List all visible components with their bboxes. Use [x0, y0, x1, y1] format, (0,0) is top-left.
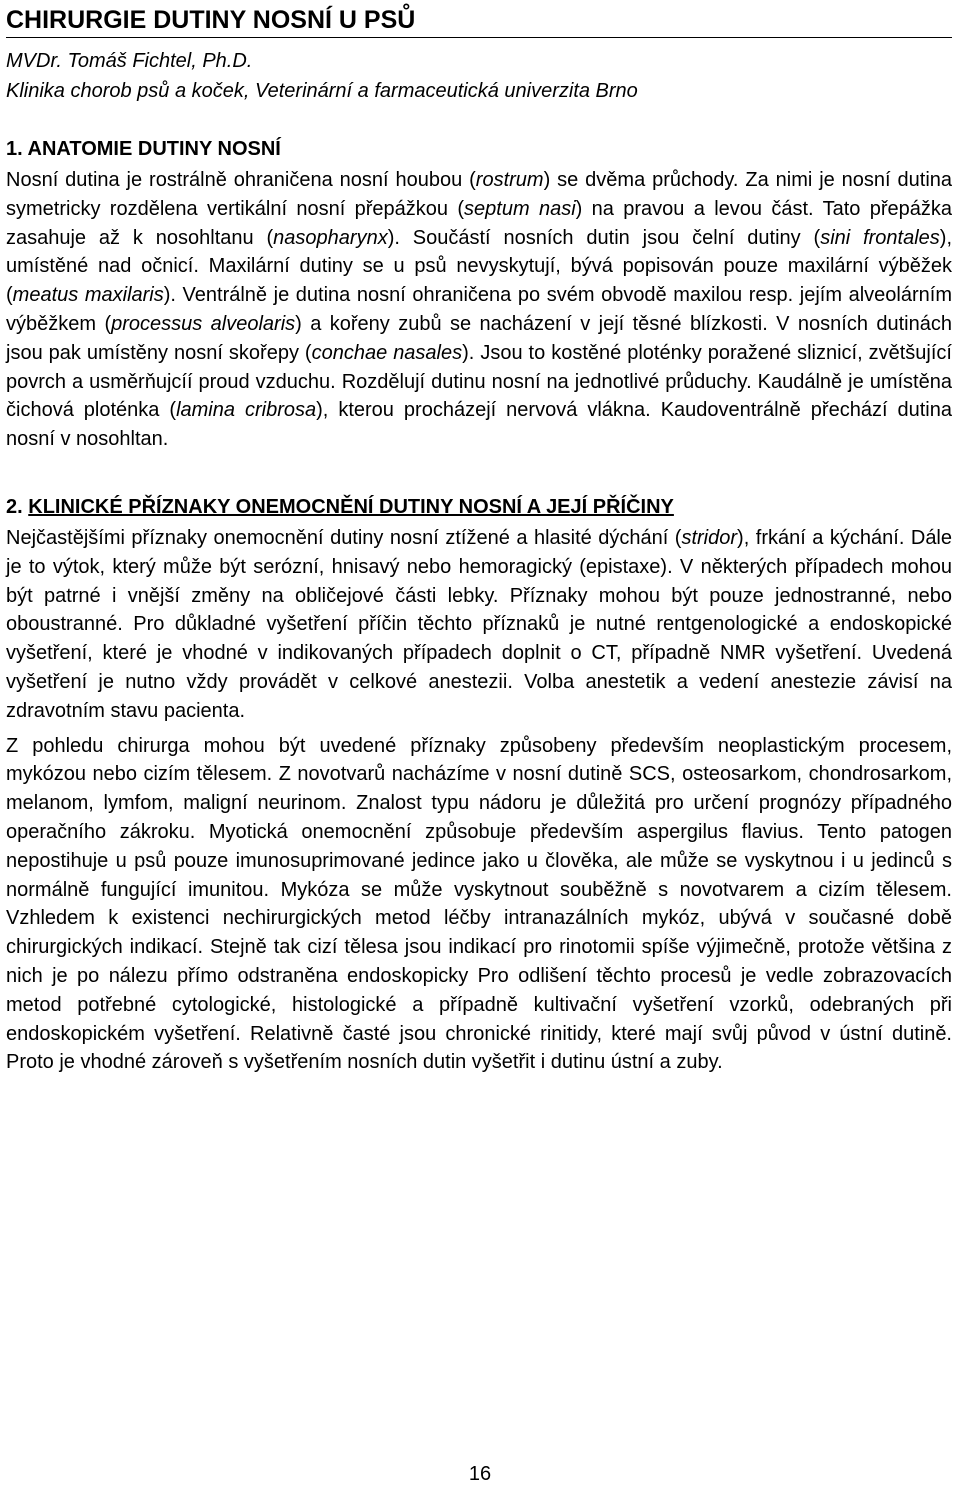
term-conchae-nasales: conchae nasales [311, 341, 463, 364]
term-sini-frontales: sini frontales [820, 226, 940, 249]
term-meatus-maxilaris: meatus maxilaris [12, 284, 164, 307]
author-name: MVDr. Tomáš Fichtel, Ph.D. [6, 50, 253, 72]
section-2-number: 2. [6, 495, 23, 518]
document-page [6, 0, 952, 1077]
term-septum-nasi: septum nasi [464, 197, 576, 220]
section-2-heading [6, 492, 952, 522]
section-1-title: ANATOMIE DUTINY NOSNÍ [27, 138, 281, 160]
section-2-title: KLINICKÉ PŘÍZNAKY ONEMOCNĚNÍ DUTINY NOSNÍ A JEJÍ PŘÍČINY [28, 495, 674, 518]
section-1-heading [6, 134, 952, 164]
section-1-paragraph: Nosní dutina je rostrálně ohraničena nosní houbou (rostrum) se dvěma průchody. Za nimi je nosní dutina symetricky rozdělena vertikální nosní přepážkou (septum nasi) na pravou a levou část. Tato přepážka zasahuje až k nosohltanu (nasopharynx). Součástí nosních dutin jsou čelní dutiny (sini frontales), umístěné nad očnicí. Maxilární dutiny se u psů nevyskytují, bývá popisován pouze maxilární výběžek (meatus maxilaris). Ventrálně je dutina nosní ohraničena po svém obvodě maxilou resp. jejím alveolárním výběžkem (processus alveolaris) a kořeny zubů se nacházení v její těsné blízkosti. V nosních dutinách jsou pak umístěny nosní skořepy (conchae nasales). Jsou to kostěné ploténky poražené sliznicí, zvětšující povrch a usměrňujcíí proud vzduchu. Rozdělují dutinu nosní na jednotlivé průduchy. Kaudálně je umístěna čichová ploténka (lamina cribrosa), kterou procházejí nervová vlákna. Kaudoventrálně přechází dutina nosní v nosohltan. [6, 169, 953, 451]
term-processus-alveolaris: processus alveolaris [111, 312, 296, 335]
section-2-paragraph-2: Z pohledu chirurga mohou být uvedené příznaky způsobeny především neoplastickým procesem, mykózou nebo cizím tělesem. Z novotvarů nacházíme v nosní dutině SCS, osteosarkom, chondrosarkom, melanom, lymfom, maligní neurinom. Znalost typu nádoru je důležitá pro určení prognózy případného operačního zákroku. Myotická onemocnění způsobuje především aspergilus flavius. Tento patogen nepostihuje u psů pouze imunosuprimované jedince jako u člověka, ale může se vyskytnou i u jedinců s normálně fungující imunitou. Mykóza se může vyskytnout souběžně s novotvarem a cizím tělesem. Vzhledem k existenci nechirurgických metod léčby intranazálních mykóz, ubývá v současné době chirurgických indikací. Stejně tak cizí tělesa jsou indikací pro rinotomii spíše výjimečně, protože většina z nich je po nálezu přímo odstraněna endoskopicky Pro odlišení těchto procesů je vedle zobrazovacích metod potřebné cytologické, histologické a případně kultivační vyšetření vzorků, odebraných při endoskopickém vyšetření. Relativně časté jsou chronické rinitidy, které mají svůj původ v ústní dutině. Proto je vhodné zároveň s vyšetřením nosních dutin vyšetřit i dutinu ústní a zuby. [6, 734, 952, 1074]
section-1-number: 1. [6, 138, 23, 160]
document-title: CHIRURGIE DUTINY NOSNÍ U PSŮ [6, 4, 952, 38]
page-number: 16 [468, 1463, 492, 1485]
author-affiliation: Klinika chorob psů a koček, Veterinární a farmaceutická univerzita Brno [6, 80, 638, 102]
term-stridor: stridor [681, 526, 738, 549]
section-2-paragraph-1: Nejčastějšími příznaky onemocnění dutiny nosní ztížené a hlasité dýchání (stridor), frkání a kýchání. Dále je to výtok, který může být serózní, hnisavý nebo hemoragický (epistaxe). V některých případech mohou být patrné i vnější změny na obličejové části lebky. Příznaky mohou být pouze jednostranné, nebo oboustranné. Pro důkladné vyšetření příčin těchto příznaků je nutné rentgenologické a endoskopické vyšetření, které je vhodné v indikovaných případech doplnit o CT, případně NMR vyšetření. Uvedená vyšetření je nutno vždy provádět v celkové anestezii. Volba anestetik a vedení anestezie závisí na zdravotním stavu pacienta. [6, 526, 953, 722]
term-lamina-cribrosa: lamina cribrosa [176, 399, 317, 422]
term-nasopharynx: nasopharynx [273, 226, 388, 249]
term-rostrum: rostrum [475, 169, 544, 191]
